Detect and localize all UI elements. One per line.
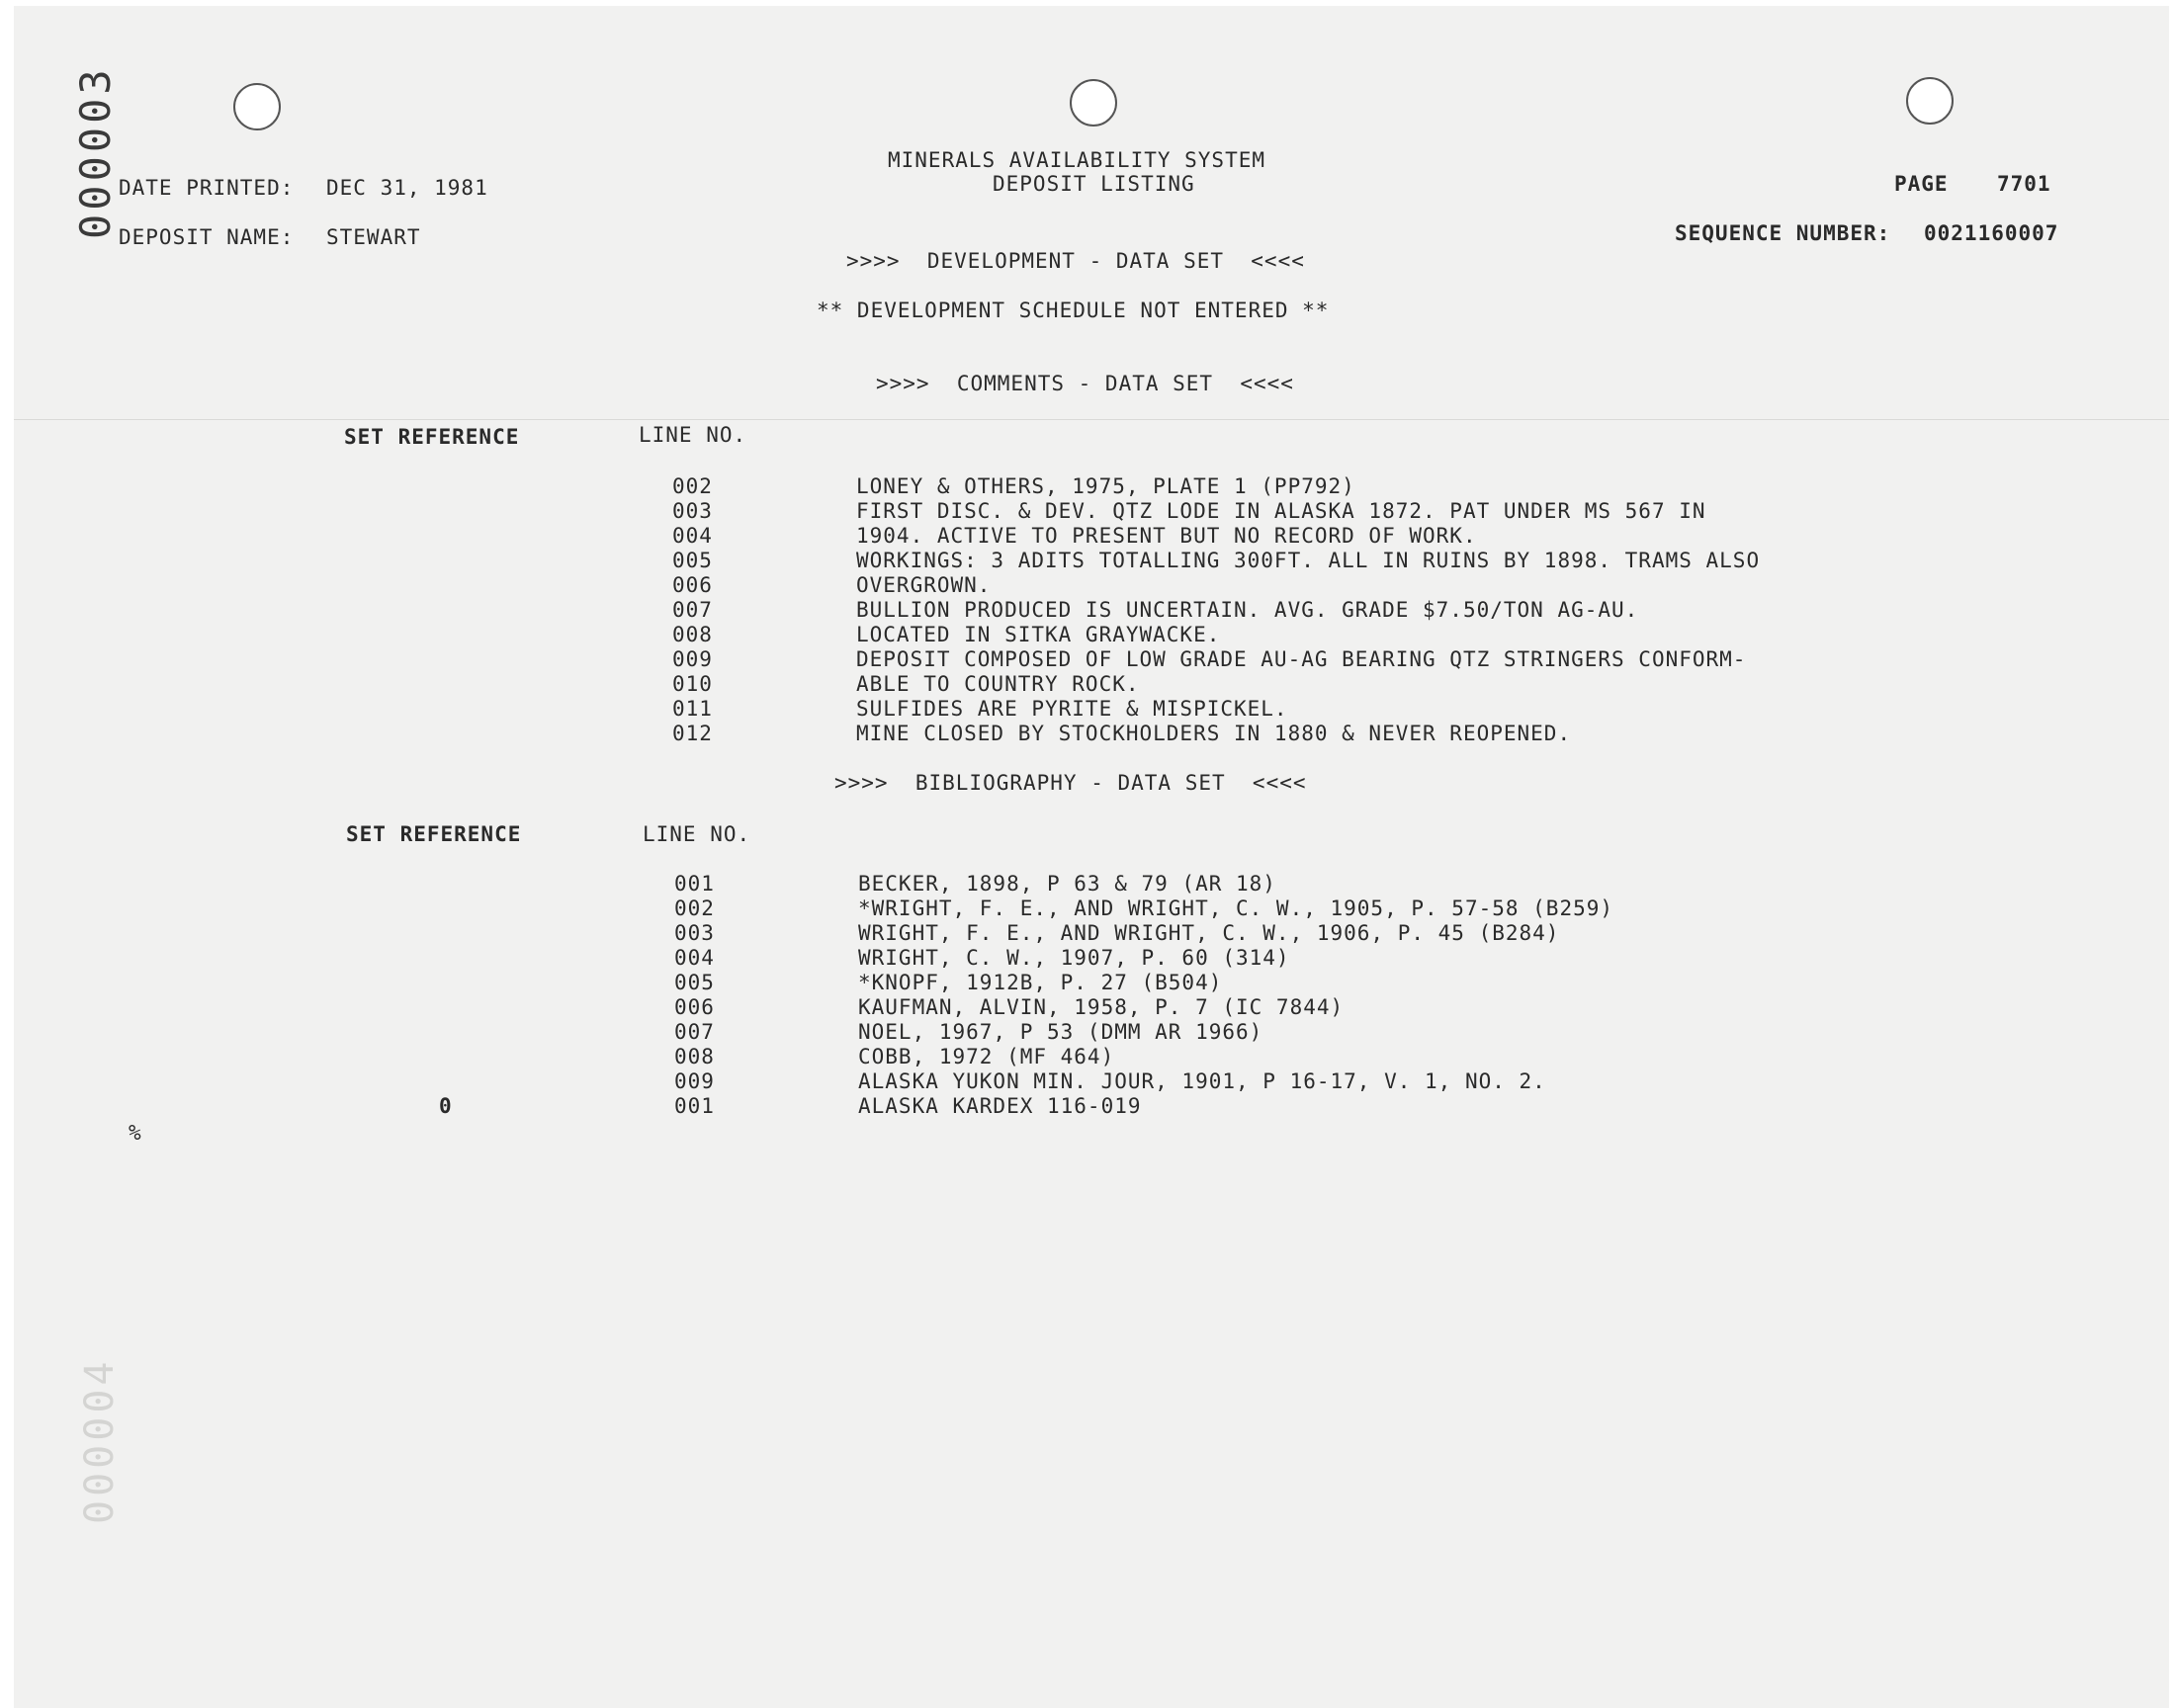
line-number: 005 — [672, 549, 713, 572]
sequence-number-label: SEQUENCE NUMBER: — [1675, 221, 1891, 245]
line-number: 008 — [674, 1045, 715, 1068]
listing-title: DEPOSIT LISTING — [993, 172, 1195, 196]
side-stamp-number: 000003 — [71, 65, 120, 239]
comment-text: LONEY & OTHERS, 1975, PLATE 1 (PP792) — [856, 474, 1355, 498]
deposit-name-label: DEPOSIT NAME: — [119, 225, 295, 249]
reference-text: KAUFMAN, ALVIN, 1958, P. 7 (IC 7844) — [858, 995, 1345, 1019]
line-number: 008 — [672, 623, 713, 646]
bibliography-col-line-no: LINE NO. — [643, 822, 751, 846]
comment-text: DEPOSIT COMPOSED OF LOW GRADE AU-AG BEARING QTZ STRINGERS CONFORM- — [856, 647, 1747, 671]
reference-text: *WRIGHT, F. E., AND WRIGHT, C. W., 1905, P. 57-58 (B259) — [858, 897, 1614, 920]
development-note: ** DEVELOPMENT SCHEDULE NOT ENTERED ** — [817, 299, 1330, 322]
page-fold-line — [14, 419, 2169, 420]
line-number: 001 — [674, 1094, 715, 1118]
reference-text: COBB, 1972 (MF 464) — [858, 1045, 1115, 1068]
reference-text: *KNOPF, 1912B, P. 27 (B504) — [858, 971, 1223, 994]
comment-text: ABLE TO COUNTRY ROCK. — [856, 672, 1140, 696]
reference-text: ALASKA YUKON MIN. JOUR, 1901, P 16-17, V. 1, NO. 2. — [858, 1069, 1546, 1093]
bibliography-col-set-reference: SET REFERENCE — [346, 822, 522, 846]
deposit-name-value: STEWART — [326, 225, 421, 249]
comment-text: WORKINGS: 3 ADITS TOTALLING 300FT. ALL IN RUINS BY 1898. TRAMS ALSO — [856, 549, 1761, 572]
line-number: 003 — [672, 499, 713, 523]
reference-text: WRIGHT, F. E., AND WRIGHT, C. W., 1906, P. 45 (B284) — [858, 921, 1560, 945]
set-reference-value: 0 — [439, 1094, 453, 1118]
comments-col-set-reference: SET REFERENCE — [344, 425, 520, 449]
line-number: 010 — [672, 672, 713, 696]
date-printed-value: DEC 31, 1981 — [326, 176, 488, 200]
comments-heading: >>>> COMMENTS - DATA SET <<<< — [876, 372, 1294, 395]
line-number: 011 — [672, 697, 713, 721]
line-number: 009 — [674, 1069, 715, 1093]
development-heading: >>>> DEVELOPMENT - DATA SET <<<< — [846, 249, 1305, 273]
line-number: 002 — [674, 897, 715, 920]
reference-text: NOEL, 1967, P 53 (DMM AR 1966) — [858, 1020, 1263, 1044]
line-number: 003 — [674, 921, 715, 945]
line-number: 007 — [672, 598, 713, 622]
reference-text: BECKER, 1898, P 63 & 79 (AR 18) — [858, 872, 1276, 896]
line-number: 009 — [672, 647, 713, 671]
sequence-number-value: 0021160007 — [1924, 221, 2059, 245]
side-stamp-faint-number: 000004 — [77, 1357, 123, 1524]
line-number: 006 — [674, 995, 715, 1019]
comment-text: OVERGROWN. — [856, 573, 992, 597]
comment-text: SULFIDES ARE PYRITE & MISPICKEL. — [856, 697, 1288, 721]
comment-text: FIRST DISC. & DEV. QTZ LODE IN ALASKA 1872. PAT UNDER MS 567 IN — [856, 499, 1706, 523]
bibliography-heading: >>>> BIBLIOGRAPHY - DATA SET <<<< — [834, 771, 1307, 795]
line-number: 001 — [674, 872, 715, 896]
line-number: 012 — [672, 722, 713, 745]
comments-col-line-no: LINE NO. — [639, 423, 747, 447]
document-page — [14, 6, 2169, 1708]
line-number: 007 — [674, 1020, 715, 1044]
system-title: MINERALS AVAILABILITY SYSTEM — [888, 148, 1266, 172]
line-number: 005 — [674, 971, 715, 994]
punch-hole-center — [1070, 79, 1117, 127]
end-mark: % — [129, 1121, 142, 1145]
page-number: 7701 — [1997, 172, 2051, 196]
date-printed-label: DATE PRINTED: — [119, 176, 295, 200]
comment-text: LOCATED IN SITKA GRAYWACKE. — [856, 623, 1221, 646]
line-number: 002 — [672, 474, 713, 498]
punch-hole-left — [233, 83, 281, 130]
comment-text: MINE CLOSED BY STOCKHOLDERS IN 1880 & NEVER REOPENED. — [856, 722, 1572, 745]
line-number: 006 — [672, 573, 713, 597]
reference-text: ALASKA KARDEX 116-019 — [858, 1094, 1142, 1118]
punch-hole-right — [1906, 77, 1954, 125]
line-number: 004 — [672, 524, 713, 548]
line-number: 004 — [674, 946, 715, 970]
page-label: PAGE — [1894, 172, 1949, 196]
reference-text: WRIGHT, C. W., 1907, P. 60 (314) — [858, 946, 1290, 970]
comment-text: 1904. ACTIVE TO PRESENT BUT NO RECORD OF WORK. — [856, 524, 1477, 548]
comment-text: BULLION PRODUCED IS UNCERTAIN. AVG. GRADE $7.50/TON AG-AU. — [856, 598, 1639, 622]
